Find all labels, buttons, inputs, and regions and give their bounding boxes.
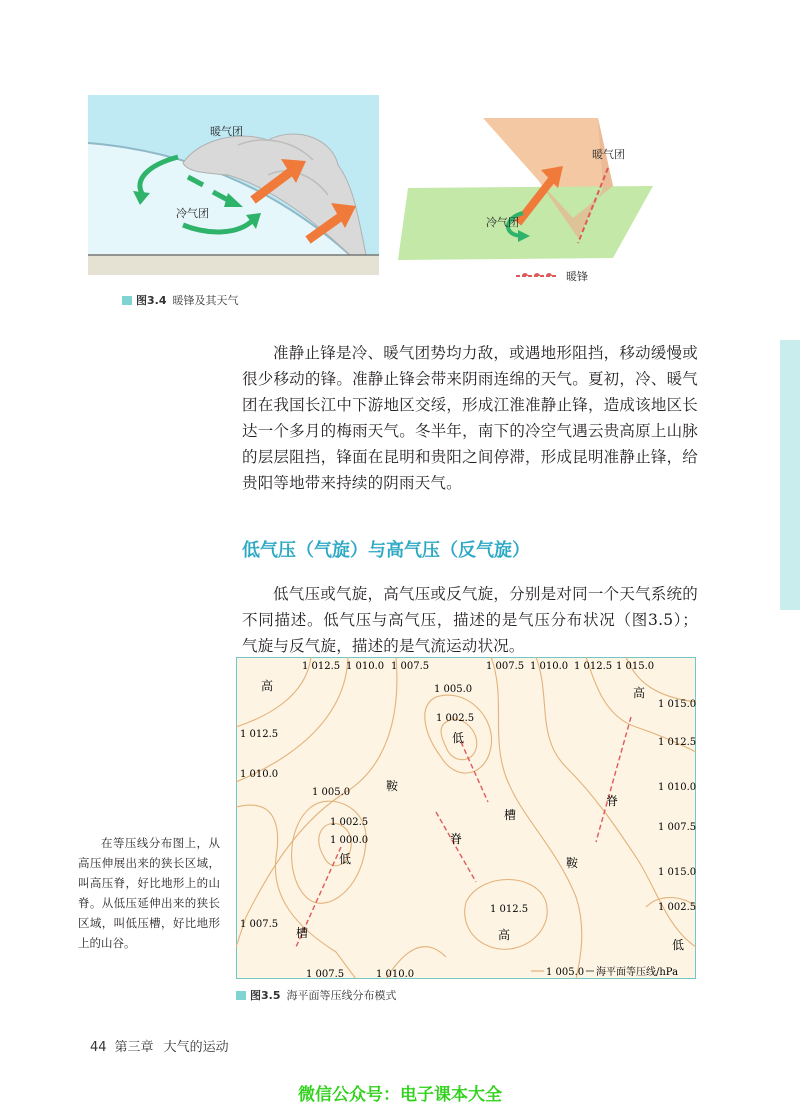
chapter-number: 第三章 <box>114 1040 154 1055</box>
paragraph-quasi-stationary-front <box>242 340 698 496</box>
isobar-inner-label: 1 002.5 <box>330 817 369 828</box>
caption-marker <box>236 991 246 1000</box>
isobar-right-label: 1 010.0 <box>658 782 696 793</box>
isobar-top-label: 1 012.5 <box>302 661 341 672</box>
isobar-left-label: 1 007.5 <box>240 919 279 930</box>
saddle-label: 鞍 <box>386 779 399 793</box>
caption-text: 暖锋及其天气 <box>172 294 239 307</box>
warm-front-section-figure <box>88 95 379 275</box>
isobar-inner-label: 1 012.5 <box>490 904 529 915</box>
watermark-text: 微信公众号：电子课本大全 <box>298 1085 502 1105</box>
isobar-bottom-label: 1 010.0 <box>376 969 415 979</box>
isobar-inner-label: 1 000.0 <box>330 835 369 846</box>
warm-air-label-right: 暖气团 <box>592 148 625 161</box>
page-number: 44 <box>90 1040 107 1055</box>
section-heading: 低气压（气旋）与高气压（反气旋） <box>242 540 530 561</box>
paragraph-pressure-systems <box>242 581 698 659</box>
isobar-inner-label: 1 002.5 <box>436 713 475 724</box>
low-pressure-label: 低 <box>339 852 352 866</box>
isobar-right-label: 1 015.0 <box>658 699 696 710</box>
isobar-top-label: 1 015.0 <box>616 661 655 672</box>
cold-air-label-left: 冷气团 <box>176 207 209 220</box>
figure-3-5-caption <box>236 987 397 1003</box>
legend-isobar-text: 海平面等压线/hPa <box>596 967 679 978</box>
isobar-inner-label: 1 005.0 <box>434 684 473 695</box>
paragraph-2-text: 低气压或气旋，高气压或反气旋，分别是对同一个天气系统的不同描述。低气压与高气压，描述的是气压分布状况（图3.5）；气旋与反气旋，描述的是气流运动状况。 <box>242 585 698 655</box>
caption-number: 图3.4 <box>136 294 167 307</box>
isobar-right-label: 1 002.5 <box>658 902 696 913</box>
high-pressure-label: 高 <box>633 686 646 700</box>
side-note-text: 在等压线分布图上，从高压伸展出来的狭长区域，叫高压脊，好比地形上的山脊。从低压延伸出来的狭长区域，叫低压槽，好比地形上的山谷。 <box>78 836 220 950</box>
trough-label: 槽 <box>504 808 517 822</box>
isobar-top-label: 1 010.0 <box>346 661 385 672</box>
caption-number: 图3.5 <box>250 989 281 1002</box>
isobar-top-label: 1 007.5 <box>391 661 430 672</box>
caption-marker <box>122 296 132 305</box>
isobar-left-label: 1 010.0 <box>240 769 279 780</box>
saddle-label: 鞍 <box>566 856 579 870</box>
high-pressure-label: 高 <box>498 928 511 942</box>
isobar-right-label: 1 007.5 <box>658 822 696 833</box>
warm-front-plan-figure <box>398 118 678 288</box>
side-note <box>78 833 220 953</box>
trough-label: 槽 <box>296 926 309 940</box>
isobar-top-label: 1 010.0 <box>530 661 569 672</box>
caption-text: 海平面等压线分布模式 <box>286 989 397 1002</box>
figure-3-4-caption <box>122 292 239 308</box>
ridge-label: 脊 <box>450 832 463 846</box>
isobar-top-label: 1 012.5 <box>574 661 613 672</box>
chapter-title: 大气的运动 <box>163 1040 229 1055</box>
isobar-inner-label: 1 005.0 <box>312 787 351 798</box>
isobar-top-label: 1 007.5 <box>486 661 525 672</box>
isobar-right-label: 1 012.5 <box>658 737 696 748</box>
warm-front-legend: 暖锋 <box>566 270 588 283</box>
page-footer <box>90 1036 229 1055</box>
paragraph-1-text: 准静止锋是冷、暖气团势均力敌，或遇地形阻挡，移动缓慢或很少移动的锋。准静止锋会带来阴雨连绵的天气。夏初，冷、暖气团在我国长江中下游地区交绥，形成江淮准静止锋，造成该地区长达一个多月的梅雨天气。冬半年，南下的冷空气遇云贵高原上山脉的层层阻挡，锋面在昆明和贵阳之间停滞，形成昆明准静止锋，给贵阳等地带来持续的阴雨天气。 <box>242 344 698 492</box>
low-pressure-label: 低 <box>452 731 465 745</box>
isobar-right-label: 1 015.0 <box>658 867 696 878</box>
warm-air-label-left: 暖气团 <box>210 125 243 138</box>
ridge-label: 脊 <box>606 794 619 808</box>
isobar-bottom-label: 1 007.5 <box>306 969 345 979</box>
chapter-tab <box>780 340 800 610</box>
cold-air-label-right: 冷气团 <box>486 216 519 229</box>
high-pressure-label: 高 <box>261 679 274 693</box>
isobar-left-label: 1 012.5 <box>240 729 279 740</box>
legend-isobar-value: 1 005.0 <box>546 967 585 978</box>
isobar-map-figure <box>236 657 696 979</box>
low-pressure-label: 低 <box>672 938 685 952</box>
